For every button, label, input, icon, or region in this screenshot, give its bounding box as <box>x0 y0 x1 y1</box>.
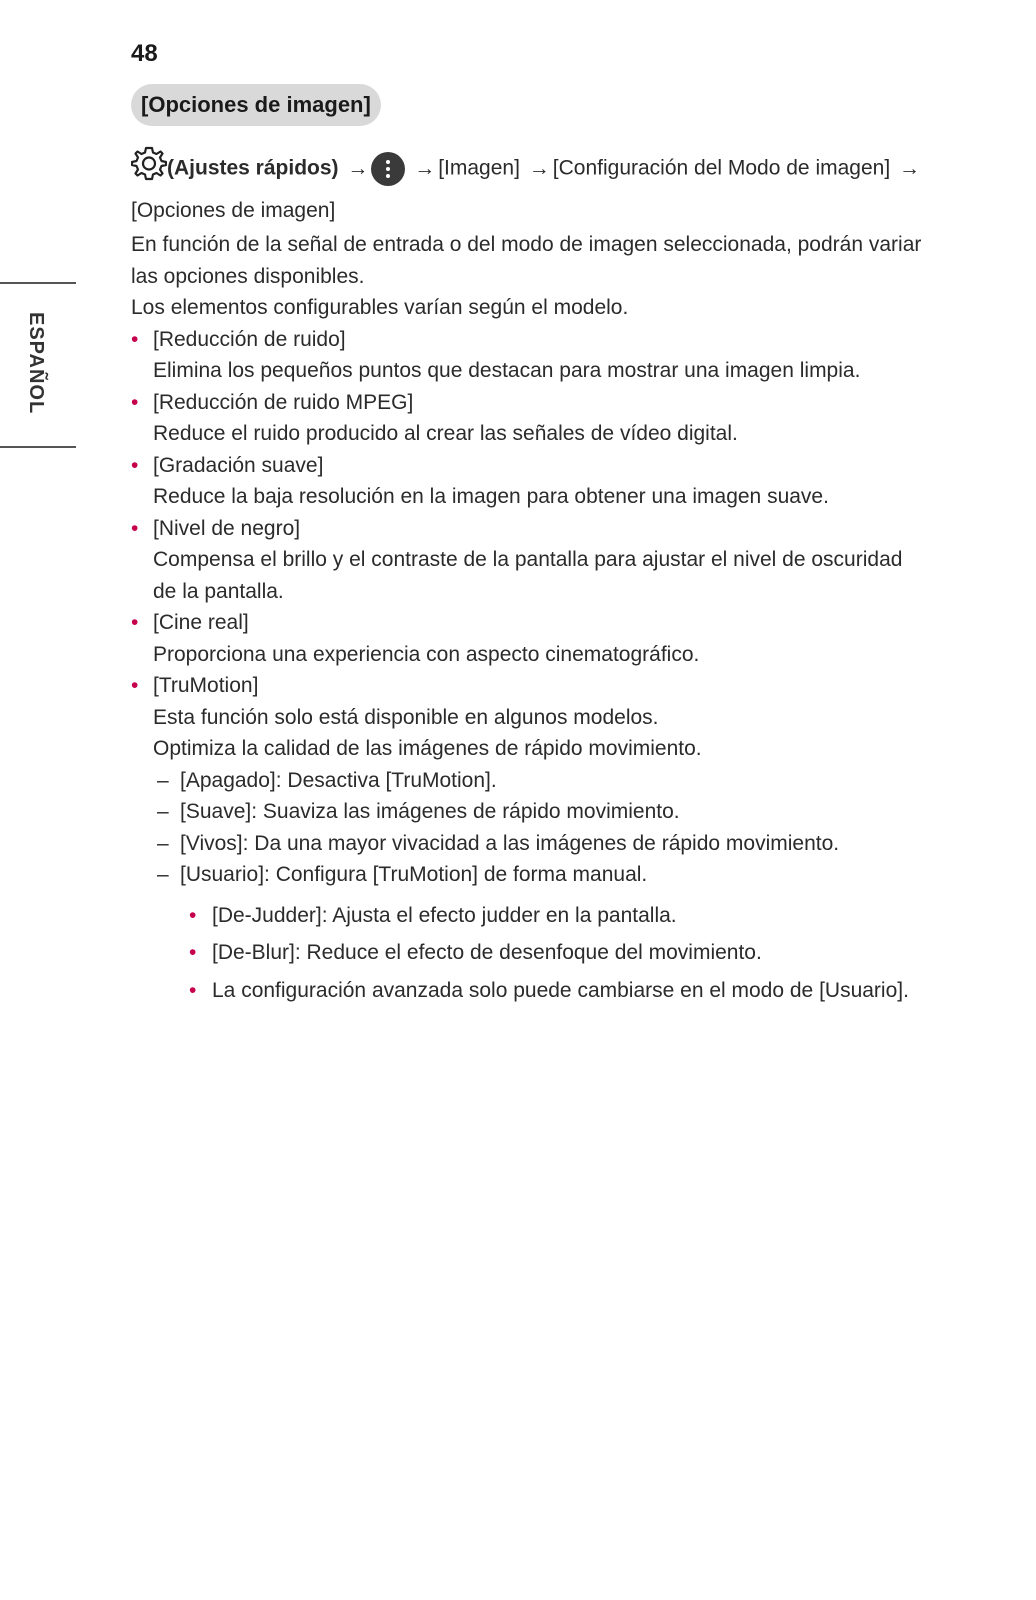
sub-option-item: • La configuración avanzada solo puede cambiarse en el modo de [Usuario]. <box>189 972 931 1010</box>
arrow-2: → <box>414 156 436 180</box>
item-note: Esta función solo está disponible en algunos modelos. <box>153 705 659 729</box>
option-item: – [Usuario]: Configura [TruMotion] de forma manual. <box>157 859 931 891</box>
quick-settings-label: (Ajustes rápidos) <box>167 156 339 180</box>
item-description: Reduce el ruido producido al crear las señales de vídeo digital. <box>153 422 738 445</box>
option-item: – [Apagado]: Desactiva [TruMotion]. <box>157 765 931 797</box>
sub-option-item: • [De-Blur]: Reduce el efecto de desenfoque del movimiento. <box>189 934 931 972</box>
options-list <box>131 324 931 1010</box>
nav-step-options: [Opciones de imagen] <box>131 199 336 222</box>
item-description: Reduce la baja resolución en la imagen para obtener una imagen suave. <box>153 485 829 508</box>
page-number: 48 <box>131 40 158 67</box>
item-title: • [Nivel de negro] <box>153 516 301 540</box>
item-title: • [Reducción de ruido MPEG] <box>153 390 414 414</box>
settings-gear-icon <box>131 145 167 193</box>
list-item-trumotion <box>131 670 931 1009</box>
item-title: • [Cine real] <box>153 611 249 634</box>
list-item <box>131 324 931 387</box>
list-item <box>131 607 931 670</box>
trumotion-options <box>153 765 931 891</box>
intro-text: En función de la señal de entrada o del modo de imagen seleccionada, podrán variar las opciones disponibles. <box>131 233 922 288</box>
intro-model-note: Los elementos configurables varían según el modelo. <box>131 296 629 319</box>
arrow-1: → <box>347 156 369 180</box>
navigation-path <box>131 145 931 229</box>
item-description: Optimiza la calidad de las imágenes de rápido movimiento. <box>153 737 702 760</box>
item-title: • [Reducción de ruido] <box>153 327 346 351</box>
arrow-3: → <box>528 156 550 180</box>
list-item <box>131 387 931 450</box>
option-item: – [Suave]: Suaviza las imágenes de rápido movimiento. <box>157 796 931 828</box>
language-tab-label: ESPAÑOL <box>25 312 47 415</box>
list-item <box>131 513 931 608</box>
nav-step-mode: [Configuración del Modo de imagen] <box>552 156 891 180</box>
section-title: [Opciones de imagen] <box>131 84 381 126</box>
list-item <box>131 450 931 513</box>
item-description: Proporciona una experiencia con aspecto cinematográfico. <box>153 642 700 666</box>
main-content <box>131 145 931 1009</box>
sub-option-item: • [De-Judder]: Ajusta el efecto judder en la pantalla. <box>189 897 931 935</box>
nav-step-image: [Imagen] <box>438 156 520 180</box>
more-options-icon <box>371 152 405 186</box>
item-description: Elimina los pequeños puntos que destacan para mostrar una imagen limpia. <box>153 359 861 382</box>
arrow-4: → <box>899 156 920 180</box>
item-title: • [Gradación suave] <box>153 453 324 477</box>
item-title: • [TruMotion] <box>153 674 259 697</box>
user-sub-options <box>153 897 931 1010</box>
option-item: – [Vivos]: Da una mayor vivacidad a las imágenes de rápido movimiento. <box>157 828 931 860</box>
item-description: Compensa el brillo y el contraste de la pantalla para ajustar el nivel de oscuridad de la pantalla. <box>153 548 903 603</box>
